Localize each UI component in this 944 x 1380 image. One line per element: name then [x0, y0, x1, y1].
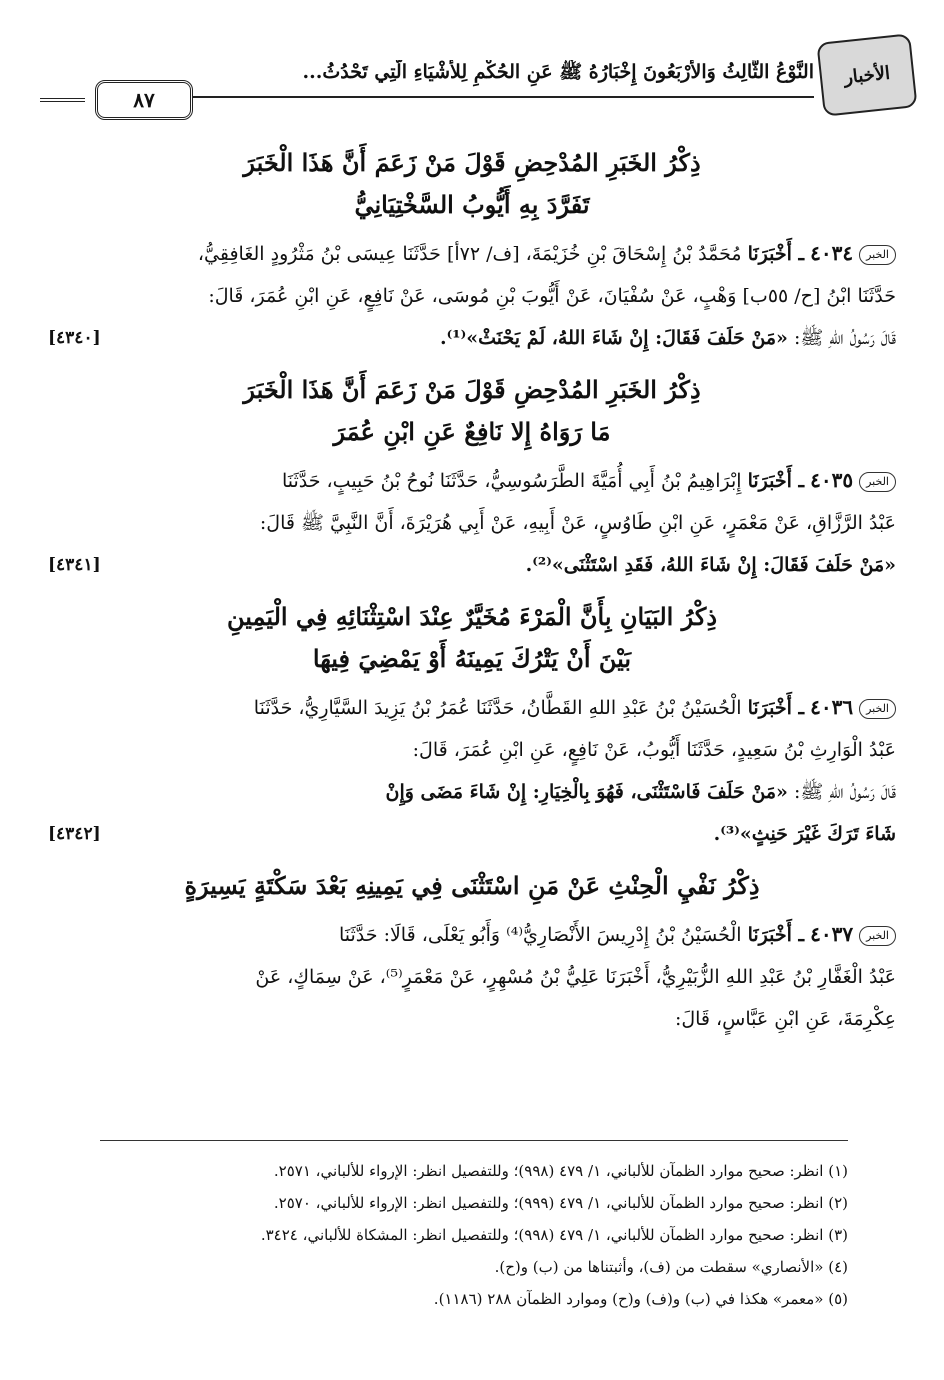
hadith-number: ٤٠٣٦ [810, 695, 854, 719]
footnote: (٤) «الأنصاري» سقطت من (ف)، وأثبتناها من (ب) و(ح). [494, 1258, 848, 1276]
footnote: (٢) انظر: صحيح موارد الظمآن للألباني، ١/ ٤٧٩ (٩٩٩)؛ وللتفصيل انظر: الإرواء للألباني، ٢٥٧٠. [273, 1194, 848, 1212]
footnote: (٥) «معمر» هكذا في (ب) و(ف) و(ح) وموارد الظمآن ٢٨٨ (١١٨٦). [433, 1290, 848, 1308]
isnad-line: عَبْدُ الْوَارِثِ بْنُ سَعِيدٍ، حَدَّثَنَا أَيُّوبُ، عَنْ نَافِعٍ، عَنِ ابْنِ عُمَرَ، قَالَ: [412, 739, 896, 761]
footnote: (٣) انظر: صحيح موارد الظمآن للألباني، ١/ ٤٧٩ (٩٩٨)؛ وللتفصيل انظر: المشكاة للألباني، ٣٤٢٤. [260, 1226, 848, 1244]
isnad-line: مُحَمَّدُ بْنُ إِسْحَاقَ بْنِ خُزَيْمَةَ، [ف/ ٧٢أ] حَدَّثَنَا عِيسَى بْنُ مَثْرُودٍ الغَافِقِيُّ، [197, 243, 742, 265]
footnotes [100, 1140, 848, 1315]
footnote: (١) انظر: صحيح موارد الظمآن للألباني، ١/ ٤٧٩ (٩٩٨)؛ وللتفصيل انظر: الإرواء للألباني، ٢٥٧١. [273, 1162, 848, 1180]
isnad-line: عَبْدُ الرَّزَّاقِ، عَنْ مَعْمَرٍ، عَنِ ابْنِ طَاوُسٍ، عَنْ أَبِيهِ، عَنْ أَبِي هُرَيْرَةَ، أَنَّ النَّبِيَّ ﷺ قَالَ: [259, 512, 896, 534]
cross-reference: [٤٣٤١] [48, 555, 101, 575]
isnad-line: الْحُسَيْنُ بْنُ عَبْدِ اللهِ القَطَّانُ، حَدَّثَنَا عُمَرُ بْنُ يَزِيدَ السَّيَّارِيُّ، حَدَّثَنَا [253, 697, 742, 719]
heading-line: ذِكْرُ الخَبَرِ المُدْحِضِ قَوْلَ مَنْ زَعَمَ أَنَّ هَذَا الْخَبَرَ [243, 375, 701, 404]
matn-quote: «مَنْ حَلَفَ فَقَالَ: إِنْ شَاءَ اللهُ، لَمْ يَحْنَثْ»⁽¹⁾. [440, 327, 788, 349]
isnad-line: عِكْرِمَةَ، عَنِ ابْنِ عَبَّاسٍ، قَالَ: [674, 1008, 896, 1030]
hadith-entry [48, 913, 896, 1040]
heading-line: تَفَرَّدَ بِهِ أَيُّوبُ السَّخْتِيَانِيُّ [354, 190, 590, 219]
heading-line: ذِكْرُ نَفْيِ الْحِنْثِ عَنْ مَنِ اسْتَثْنَى فِي يَمِينِهِ بَعْدَ سَكْتَةٍ يَسِيرَةٍ [184, 871, 760, 900]
matn-intro: قَالَ رَسُولُ اللهِ ﷺ: [793, 781, 896, 803]
section-heading [48, 596, 896, 680]
page-header [30, 38, 914, 118]
cross-reference: [٤٣٤٠] [48, 328, 101, 348]
section-heading [48, 142, 896, 226]
hadith-entry [48, 459, 896, 586]
akhbarana: ـ أَخْبَرَنَا [747, 924, 805, 946]
isnad-line: حَدَّثَنَا ابْنُ [ح/ ٥٥ب] وَهْبٍ، عَنْ سُفْيَانَ، عَنْ أَيُّوبَ بْنِ مُوسَى، عَنْ نَافِعٍ، عَنِ ابْنِ عُمَرَ، قَالَ: [208, 285, 896, 307]
header-rule [175, 96, 814, 98]
heading-line: مَا رَوَاهُ إِلا نَافِعٌ عَنِ ابْنِ عُمَرَ [333, 417, 611, 446]
hadith-entry [48, 686, 896, 855]
hadith-entry [48, 232, 896, 359]
khabar-tag: الخبر [859, 926, 896, 946]
section-heading [48, 369, 896, 453]
matn-quote: شَاءَ تَرَكَ غَيْرَ حَنِثٍ»⁽³⁾. [713, 823, 896, 845]
heading-line: بَيْنَ أَنْ يَتْرُكَ يَمِينَهُ أَوْ يَمْضِيَ فِيهَا [312, 644, 632, 673]
chapter-badge: الأخبار [816, 33, 917, 116]
heading-line: ذِكْرُ البَيَانِ بِأَنَّ الْمَرْءَ مُخَيَّرٌ عِنْدَ اسْتِثْنَائِهِ فِي الْيَمِينِ [226, 602, 718, 631]
cross-reference: [٤٣٤٢] [48, 824, 101, 844]
heading-line: ذِكْرُ الخَبَرِ المُدْحِضِ قَوْلَ مَنْ زَعَمَ أَنَّ هَذَا الْخَبَرَ [243, 148, 701, 177]
header-rule-left [40, 98, 85, 102]
khabar-tag: الخبر [859, 472, 896, 492]
khabar-tag: الخبر [859, 245, 896, 265]
matn-quote: «مَنْ حَلَفَ فَاسْتَثْنَى، فَهُوَ بِالْخِيَارِ: إِنْ شَاءَ مَضَى وَإِنْ [385, 781, 788, 803]
akhbarana: ـ أَخْبَرَنَا [747, 470, 805, 492]
isnad-line: الْحُسَيْنُ بْنُ إِدْرِيسَ الأَنْصَارِيُّ⁽⁴⁾ وَأَبُو يَعْلَى، قَالَا: حَدَّثَنَا [339, 924, 742, 946]
section-heading [48, 865, 896, 907]
page-number: ٨٧ [95, 80, 193, 120]
matn-intro: قَالَ رَسُولُ اللهِ ﷺ: [793, 327, 896, 349]
akhbarana: ـ أَخْبَرَنَا [747, 243, 805, 265]
page-content [48, 142, 896, 1050]
running-title: النَّوْعُ الثَّالِثُ وَالأَرْبَعُونَ إِخْبَارُهُ ﷺ عَنِ الحُكْمِ لِلأَشْيَاءِ الَّتِي تَحْدُثُ... [302, 61, 814, 83]
hadith-number: ٤٠٣٥ [810, 468, 854, 492]
isnad-line: إِبْرَاهِيمُ بْنُ أَبِي أُمَيَّةَ الطَّرَسُوسِيُّ، حَدَّثَنَا نُوحُ بْنُ حَبِيبٍ، حَدَّثَنَا [281, 470, 742, 492]
akhbarana: ـ أَخْبَرَنَا [747, 697, 805, 719]
hadith-number: ٤٠٣٤ [810, 241, 854, 265]
khabar-tag: الخبر [859, 699, 896, 719]
matn-quote: «مَنْ حَلَفَ فَقَالَ: إِنْ شَاءَ اللهُ، فَقَدِ اسْتَثْنَى»⁽²⁾. [525, 554, 896, 576]
hadith-number: ٤٠٣٧ [810, 922, 854, 946]
isnad-line: عَبْدُ الْغَفَّارِ بْنُ عَبْدِ اللهِ الزُّبَيْرِيُّ، أَخْبَرَنَا عَلِيُّ بْنُ مُسْهِرٍ، عَنْ مَعْمَرٍ⁽⁵⁾، عَنْ سِمَاكٍ، عَنْ [255, 966, 896, 988]
